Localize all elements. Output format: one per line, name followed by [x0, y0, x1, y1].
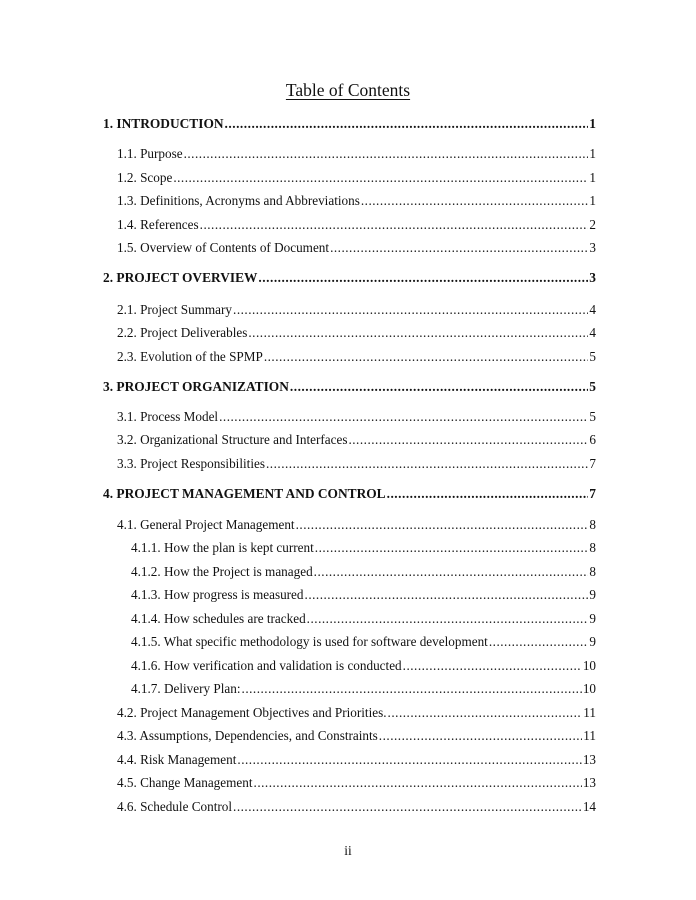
toc-entry-level-3[interactable] [131, 632, 596, 652]
toc-entry-page-number: 1 [589, 146, 596, 161]
dot-leader [233, 797, 582, 817]
toc-entry-page-number: 3 [589, 270, 596, 285]
toc-entry-page-number: 3 [589, 240, 596, 255]
toc-entry-label: 4.4. Risk Management [117, 752, 237, 767]
toc-entry-page-number: 14 [582, 799, 596, 814]
toc-entry-level-1[interactable] [103, 484, 596, 504]
toc-entry-level-2[interactable] [117, 703, 596, 723]
toc-entry-level-3[interactable] [131, 679, 596, 699]
page-number-footer: ii [344, 843, 352, 858]
toc-entry-level-3[interactable] [131, 538, 596, 558]
toc-entry-label: 4. PROJECT MANAGEMENT AND CONTROL [103, 486, 386, 501]
toc-entry-label: 4.1.1. How the plan is kept current [131, 540, 314, 555]
toc-entry-level-2[interactable] [117, 168, 596, 188]
toc-entry-label: 4.2. Project Management Objectives and Priorities. [117, 705, 387, 720]
toc-entry-level-2[interactable] [117, 323, 596, 343]
toc-entry-label: 1.4. References [117, 217, 199, 232]
toc-entry-level-2[interactable] [117, 144, 596, 164]
toc-entry-level-2[interactable] [117, 407, 596, 427]
toc-entry-label: 4.5. Change Management [117, 775, 253, 790]
toc-entry-label: 2.1. Project Summary [117, 302, 233, 317]
dot-leader [219, 407, 588, 427]
toc-entry-label: 3. PROJECT ORGANIZATION [103, 379, 289, 394]
toc-entry-page-number: 4 [589, 325, 596, 340]
dot-leader [254, 773, 582, 793]
toc-entry-level-1[interactable] [103, 114, 596, 134]
dot-leader [307, 609, 589, 629]
toc-entry-label: 1.3. Definitions, Acronyms and Abbreviations [117, 193, 360, 208]
dot-leader [242, 679, 582, 699]
toc-entry-page-number: 5 [589, 379, 596, 394]
toc-entry-page-number: 1 [589, 193, 596, 208]
toc-entry-label: 1.5. Overview of Contents of Document [117, 240, 330, 255]
toc-entry-level-1[interactable] [103, 268, 596, 288]
dot-leader [305, 585, 589, 605]
dot-leader [290, 377, 588, 397]
toc-entry-level-2[interactable] [117, 773, 596, 793]
dot-leader [403, 656, 582, 676]
toc-entry-level-3[interactable] [131, 609, 596, 629]
dot-leader [266, 454, 588, 474]
toc-entry-label: 4.1.3. How progress is measured [131, 587, 304, 602]
toc-entry-page-number: 7 [589, 486, 596, 501]
toc-entry-page-number: 9 [589, 587, 596, 602]
toc-entry-level-2[interactable] [117, 726, 596, 746]
dot-leader [200, 215, 589, 235]
dot-leader [264, 347, 589, 367]
toc-entry-page-number: 7 [589, 456, 596, 471]
toc-entry-page-number: 10 [582, 658, 596, 673]
toc-entry-page-number: 5 [589, 409, 596, 424]
dot-leader [184, 144, 589, 164]
dot-leader [173, 168, 588, 188]
dot-leader [315, 538, 589, 558]
toc-entry-level-2[interactable] [117, 347, 596, 367]
toc-entry-page-number: 8 [589, 540, 596, 555]
toc-entry-label: 4.1.5. What specific methodology is used for software development [131, 634, 488, 649]
toc-entry-label: 3.3. Project Responsibilities [117, 456, 265, 471]
toc-title: Table of Contents [285, 80, 411, 100]
toc-entry-level-3[interactable] [131, 585, 596, 605]
toc-entry-label: 4.1.6. How verification and validation is conducted [131, 658, 402, 673]
toc-entry-label: 2.2. Project Deliverables [117, 325, 248, 340]
toc-entry-label: 3.1. Process Model [117, 409, 219, 424]
toc-entry-level-2[interactable] [117, 215, 596, 235]
dot-leader [348, 430, 588, 450]
toc-entry-label: 2.3. Evolution of the SPMP [117, 349, 263, 364]
dot-leader [248, 323, 588, 343]
dot-leader [330, 238, 588, 258]
toc-entry-level-2[interactable] [117, 454, 596, 474]
toc-entry-label: 4.3. Assumptions, Dependencies, and Constraints [117, 728, 378, 743]
toc-entry-label: 2. PROJECT OVERVIEW [103, 270, 258, 285]
toc-entry-level-2[interactable] [117, 300, 596, 320]
toc-entry-page-number: 13 [582, 775, 596, 790]
toc-entry-page-number: 6 [589, 432, 596, 447]
toc-entry-page-number: 1 [589, 116, 596, 131]
toc-entry-level-2[interactable] [117, 191, 596, 211]
dot-leader [489, 632, 589, 652]
toc-entry-label: 4.1.2. How the Project is managed [131, 564, 313, 579]
toc-entry-level-2[interactable] [117, 430, 596, 450]
dot-leader [388, 703, 583, 723]
toc-entry-label: 4.6. Schedule Control [117, 799, 233, 814]
toc-entry-level-3[interactable] [131, 562, 596, 582]
toc-entry-label: 1. INTRODUCTION [103, 116, 224, 131]
toc-entry-label: 1.1. Purpose [117, 146, 183, 161]
toc-entry-level-2[interactable] [117, 750, 596, 770]
toc-entry-page-number: 4 [589, 302, 596, 317]
toc-entry-level-2[interactable] [117, 515, 596, 535]
dot-leader [361, 191, 589, 211]
toc-entry-page-number: 1 [589, 170, 596, 185]
toc-entry-level-2[interactable] [117, 238, 596, 258]
toc-entry-page-number: 9 [589, 634, 596, 649]
toc-entry-page-number: 9 [589, 611, 596, 626]
toc-entry-label: 4.1.4. How schedules are tracked [131, 611, 306, 626]
toc-entry-page-number: 11 [583, 728, 596, 743]
toc-entry-label: 1.2. Scope [117, 170, 173, 185]
dot-leader [237, 750, 581, 770]
toc-entry-page-number: 13 [582, 752, 596, 767]
toc-entry-page-number: 5 [589, 349, 596, 364]
dot-leader [379, 726, 583, 746]
toc-entry-page-number: 10 [582, 681, 596, 696]
toc-entry-page-number: 8 [589, 564, 596, 579]
toc-entry-level-1[interactable] [103, 377, 596, 397]
dot-leader [296, 515, 589, 535]
dot-leader [233, 300, 588, 320]
dot-leader [225, 114, 589, 134]
toc-entry-page-number: 11 [583, 705, 596, 720]
dot-leader [314, 562, 589, 582]
toc-entry-label: 4.1. General Project Management [117, 517, 295, 532]
dot-leader [387, 484, 589, 504]
toc-entry-level-2[interactable] [117, 797, 596, 817]
toc-entry-label: 4.1.7. Delivery Plan: [131, 681, 241, 696]
toc-entry-page-number: 2 [589, 217, 596, 232]
dot-leader [258, 268, 588, 288]
toc-entry-page-number: 8 [589, 517, 596, 532]
toc-entry-label: 3.2. Organizational Structure and Interfaces [117, 432, 348, 447]
toc-entry-level-3[interactable] [131, 656, 596, 676]
